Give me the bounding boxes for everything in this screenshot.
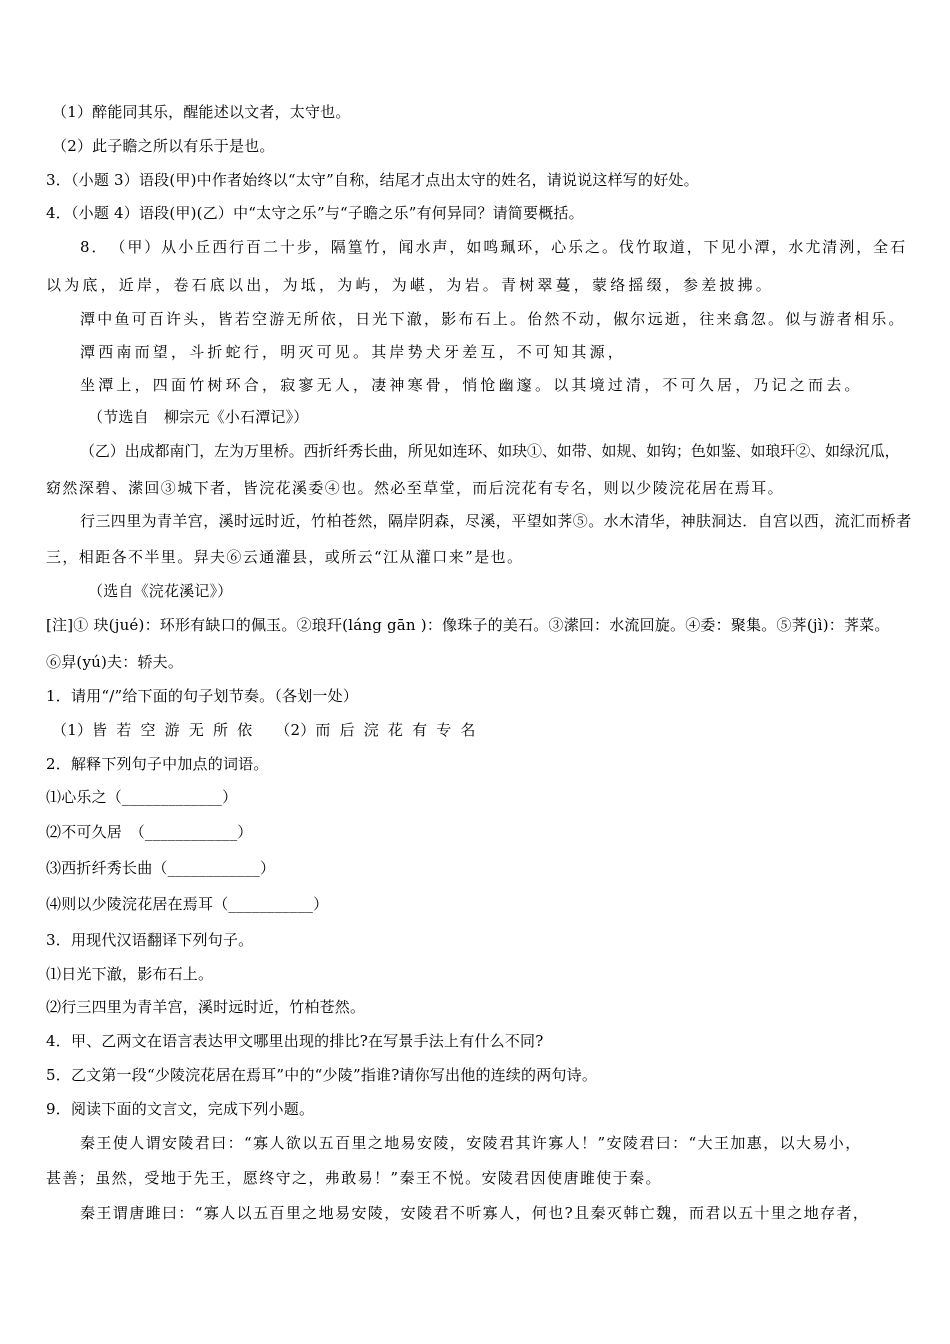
q9-passage-line-3: 秦王谓唐雎曰：“寡人以五百里之地易安陵，安陵君不听寡人，何也?且秦灭韩亡魏，而君以五十里之地存者， bbox=[80, 1204, 870, 1222]
q7-sentence-1: （1）醉能同其乐，醒能述以文者，太守也。 bbox=[52, 103, 351, 121]
q8-question-3-item-2: ⑵行三四里为青羊宫，溪时远时近，竹柏苍然。 bbox=[46, 998, 366, 1016]
q8-question-2-item-4: ⑷则以少陵浣花居在焉耳（___________） bbox=[46, 895, 329, 913]
q7-question-3: 3．（小题 3）语段(甲)中作者始终以“太守”自称，结尾才点出太守的姓名，请说说这样写的好处。 bbox=[46, 171, 699, 189]
q8-question-5: 5．乙文第一段“少陵浣花居在焉耳”中的“少陵”指谁?请你写出他的连续的两句诗。 bbox=[46, 1066, 598, 1084]
q8-passage-jia-line-3: 潭中鱼可百许头，皆若空游无所依，日光下澈，影布石上。佁然不动，俶尔远逝，往来翕忽。似与游者相乐。 bbox=[80, 310, 906, 328]
q8-notes-line-1: [注]① 玦(jué)：环形有缺口的佩玉。②琅玕(láng gān )：像珠子的美石。③潆回：水流回旋。④委：聚集。⑤荠(jì)：荠菜。 bbox=[46, 616, 890, 634]
q8-question-4: 4．甲、乙两文在语言表达甲文哪里出现的排比?在写景手法上有什么不同? bbox=[46, 1032, 544, 1050]
q9-instruction: 9．阅读下面的文言文，完成下列小题。 bbox=[46, 1100, 315, 1118]
q7-question-4: 4．（小题 4）语段(甲)(乙）中“太守之乐”与“子瞻之乐”有何异同？请简要概括。 bbox=[46, 204, 584, 222]
q8-question-2-item-1: ⑴心乐之（_____________） bbox=[46, 788, 238, 806]
q9-passage-line-2: 甚善；虽然，受地于先王，愿终守之，弗敢易！”秦王不悦。安陵君因使唐雎使于秦。 bbox=[46, 1169, 662, 1187]
q8-question-3: 3．用现代汉语翻译下列句子。 bbox=[46, 931, 254, 949]
q8-passage-yi-line-4: 三，相距各不半里。舁夫⑥云通灌县，或所云“江从灌口来”是也。 bbox=[46, 548, 524, 566]
q8-question-1: 1．请用“/”给下面的句子划节奏。（各划一处） bbox=[46, 687, 359, 705]
q9-passage-line-1: 秦王使人谓安陵君曰：“寡人欲以五百里之地易安陵，安陵君其许寡人！”安陵君曰：“大王加惠，以大易小， bbox=[80, 1134, 862, 1152]
q8-passage-jia-line-4: 潭西南而望，斗折蛇行，明灭可见。其岸势犬牙差互，不可知其源， bbox=[80, 343, 627, 361]
q8-question-1-items: （1）皆 若 空 游 无 所 依 （2）而 后 浣 花 有 专 名 bbox=[52, 721, 476, 739]
q8-passage-yi-line-1: （乙）出成都南门，左为万里桥。西折纤秀长曲，所见如连环、如玦①、如带、如规、如钩；色如鉴、如琅玕②、如绿沉瓜， bbox=[80, 442, 900, 460]
q8-question-3-item-1: ⑴日光下澈，影布石上。 bbox=[46, 965, 214, 983]
q8-passage-jia-line-2: 以为底，近岸，卷石底以出，为坻，为屿，为嵁，为岩。青树翠蔓，蒙络摇缀，参差披拂。 bbox=[46, 276, 775, 294]
q8-passage-yi-line-3: 行三四里为青羊宫，溪时远时近，竹柏苍然，隔岸阴森，尽溪，平望如荠⑤。水木清华，神肤洞达．自宫以西，流汇而桥者 bbox=[80, 512, 912, 530]
q8-question-2-item-3: ⑶西折纤秀长曲（____________） bbox=[46, 859, 276, 877]
q8-question-2: 2．解释下列句子中加点的词语。 bbox=[46, 755, 269, 773]
q8-passage-yi-line-2: 窈然深碧、潆回③城下者，皆浣花溪委④也。然必至草堂，而后浣花有专名，则以少陵浣花居在焉耳。 bbox=[46, 479, 785, 497]
q8-notes-line-2: ⑥舁(yú)夫：轿夫。 bbox=[46, 653, 184, 671]
q8-question-2-item-2: ⑵不可久居 （____________） bbox=[46, 823, 253, 841]
q8-source-jia: （节选自 柳宗元《小石潭记》） bbox=[88, 408, 309, 426]
q8-source-yi: （选自《浣花溪记》） bbox=[88, 582, 233, 600]
q8-passage-jia-line-5: 坐潭上，四面竹树环合，寂寥无人，凄神寒骨，悄怆幽邃。以其境过清，不可久居，乃记之而去。 bbox=[80, 376, 863, 394]
q8-passage-jia-line-1: 8． （甲）从小丘西行百二十步，隔篁竹，闻水声，如鸣珮环，心乐之。伐竹取道，下见小潭，水尤清洌，全石 bbox=[80, 238, 908, 256]
q7-sentence-2: （2）此子瞻之所以有乐于是也。 bbox=[52, 137, 275, 155]
